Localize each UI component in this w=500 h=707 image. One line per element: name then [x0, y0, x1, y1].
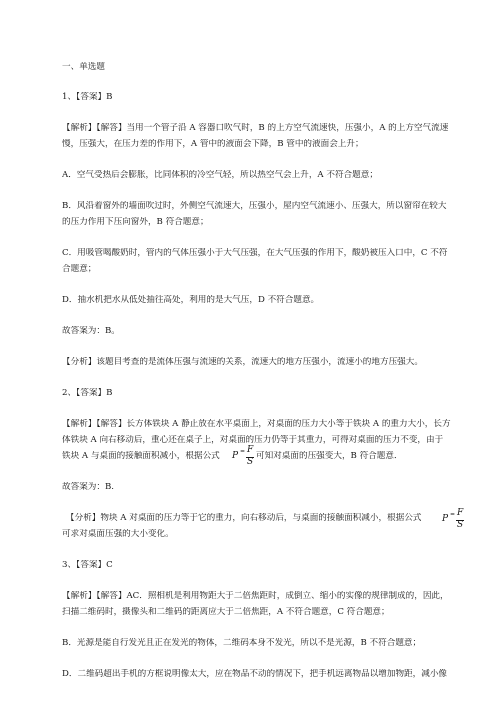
q1-answer: 1、【答案】B: [62, 92, 113, 102]
formula-denominator: S: [247, 457, 254, 467]
formula-p: P: [442, 514, 449, 524]
formula-equals: =: [450, 511, 455, 518]
q3-analysis-line-2: 扫描二维码时，摄像头和二维码的距离应大于二倍焦距，A 不符合题意，C 符合题意；: [62, 607, 390, 617]
q2-analysis-line-3-start: 铁块 A 与桌面的接触面积减小，根据公式: [62, 451, 220, 461]
q2-analysis-line-2: 体铁块 A 向右移动后，重心还在桌子上，对桌面的压力仍等于其重力，可得对桌面的压力不变，由于: [62, 435, 444, 445]
q1-option-b-line-2: 的压力作用下压向窗外，B 符合题意；: [62, 217, 209, 227]
q1-option-c-line-2: 合题意；: [62, 264, 97, 274]
q1-option-d: D．抽水机把水从低处抽往高处，利用的是大气压，D 不符合题意。: [62, 295, 320, 305]
q3-analysis-line-1: 【解析】【解答】AC．照相机是利用物距大于二倍焦距时，成倒立、缩小的实像的规律制成的，因此，: [62, 591, 449, 601]
q2-remark-line-2: 可求对桌面压强的大小变化。: [62, 529, 174, 539]
q2-answer: 2、【答案】B: [62, 388, 113, 398]
q2-remark-line-1: 【分析】物块 A 对桌面的压力等于它的重力，向右移动后，与桌面的接触面积减小，根据公式: [66, 513, 422, 523]
q3-answer: 3、【答案】C: [62, 560, 113, 570]
formula-p: P: [232, 451, 239, 461]
formula-numerator: F: [247, 445, 254, 455]
q1-analysis-line-1: 【解析】【解答】当用一个管子沿 A 容器口吹气时，B 的上方空气流速快，压强小，A 的上方空气流速: [62, 123, 449, 133]
q1-option-c-line-1: C．用吸管喝酸奶时，管内的气体压强小于大气压强，在大气压强的作用下，酸奶被压入口中，C 不符: [62, 248, 448, 258]
formula-denominator: S: [457, 520, 464, 530]
q1-option-a: A．空气受热后会膨胀，比同体积的冷空气轻，所以热空气会上升，A 不符合题意；: [62, 170, 378, 180]
q2-analysis-line-1: 【解析】【解答】长方体铁块 A 静止放在水平桌面上，对桌面的压力大小等于铁块 A 的重力大小，长方: [62, 419, 451, 429]
q2-conclusion: 故答案为：B.: [62, 482, 115, 492]
q1-remark: 【分析】该题目考查的是流体压强与流速的关系，流速大的地方压强小，流速小的地方压强大。: [62, 357, 423, 367]
q1-analysis-line-2: 慢，压强大，在压力差的作用下，A 管中的液面会下降，B 管中的液面会上升；: [62, 139, 364, 149]
q3-option-d: D．二维码超出手机的方框说明像太大，应在物品不动的情况下，把手机远离物品以增加物距，减小像: [62, 669, 448, 679]
section-title: 一、单选题: [62, 62, 105, 72]
formula-equals: =: [240, 448, 245, 455]
formula-numerator: F: [457, 508, 464, 518]
q2-analysis-line-3-end: 可知对桌面的压强变大，B 符合题意．: [256, 451, 403, 461]
q1-option-b-line-1: B．风沿着窗外的墙面吹过时，外侧空气流速大，压强小，屋内空气流速小、压强大，所以窗帘在较大: [62, 201, 447, 211]
q1-conclusion: 故答案为：B。: [62, 326, 120, 336]
q3-option-b: B．光源是能自行发光且正在发光的物体，二维码本身不发光，所以不是光源，B 不符合题意；: [62, 638, 422, 648]
